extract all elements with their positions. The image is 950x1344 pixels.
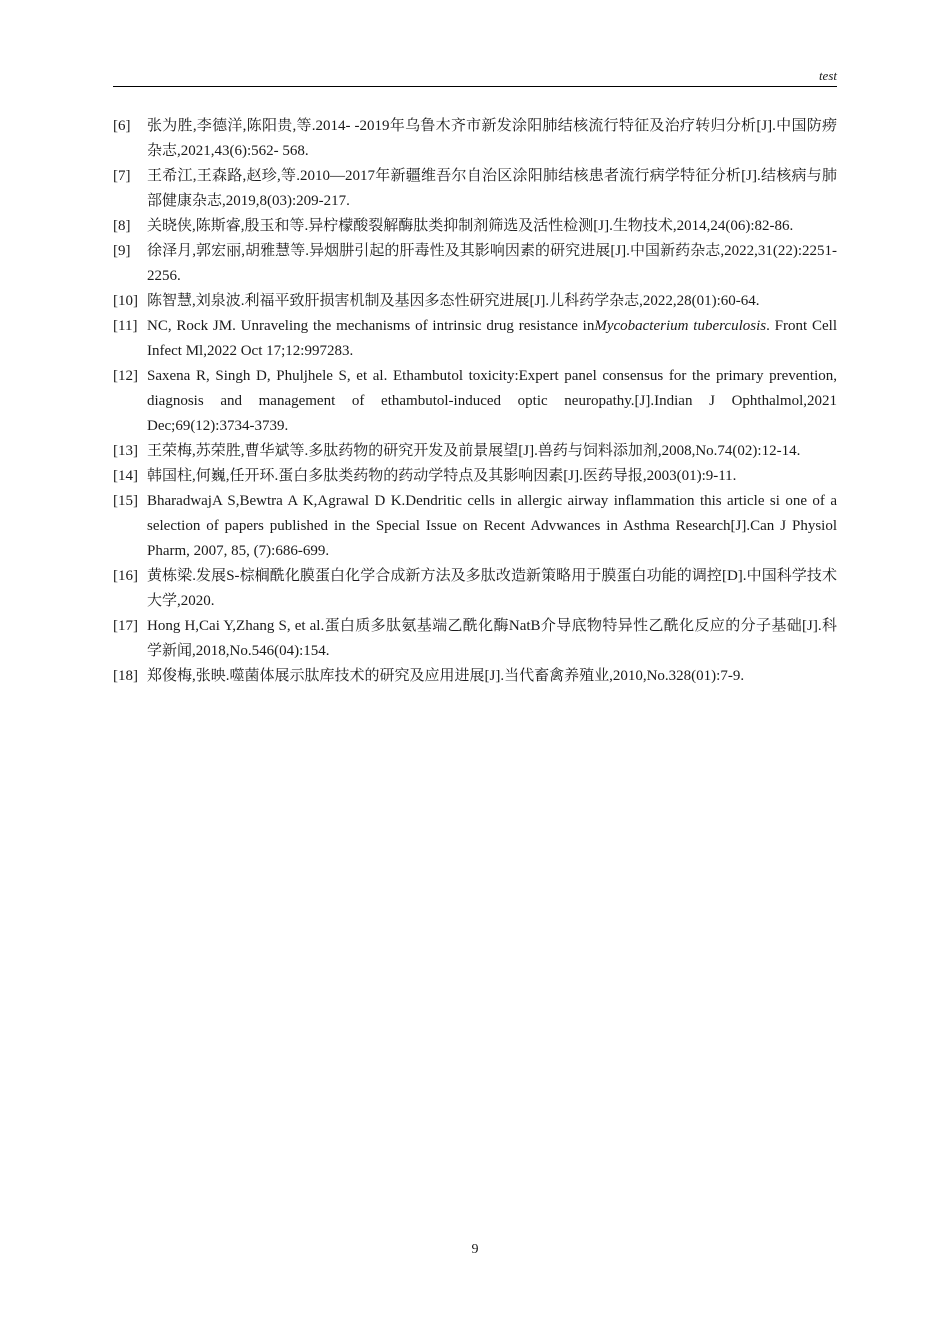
reference-text: 关晓侠,陈斯睿,殷玉和等.异柠檬酸裂解酶肽类抑制剂筛选及活性检测[J].生物技术,2014,24(06):82-86. — [147, 218, 794, 234]
reference-item — [113, 164, 837, 214]
reference-text-start: NC, Rock JM. Unraveling the mechanisms of intrinsic drug resistance in — [147, 318, 595, 334]
reference-number: [15] — [113, 493, 138, 509]
reference-text — [147, 318, 837, 359]
reference-text: BharadwajA S,Bewtra A K,Agrawal D K.Dendritic cells in allergic airway inflammation this article si one of a selection of papers published in the Special Issue on Recent Advwances in Asthma Research[J].Can J Physiol Pharm, 2007, 85, (7):686-699. — [147, 493, 837, 559]
reference-item — [113, 314, 837, 364]
reference-text: 徐泽月,郭宏丽,胡雅慧等.异烟肼引起的肝毒性及其影响因素的研究进展[J].中国新药杂志,2022,31(22):2251-2256. — [147, 243, 837, 284]
reference-item — [113, 214, 837, 239]
reference-number: [11] — [113, 318, 138, 334]
reference-text: 陈智慧,刘泉波.利福平致肝损害机制及基因多态性研究进展[J].儿科药学杂志,2022,28(01):60-64. — [147, 293, 760, 309]
reference-number: [18] — [113, 668, 138, 684]
reference-number: [16] — [113, 568, 138, 584]
reference-text: 黄栋梁.发展S-棕榈酰化膜蛋白化学合成新方法及多肽改造新策略用于膜蛋白功能的调控[D].中国科学技术大学,2020. — [147, 568, 837, 609]
reference-text: 韩国柱,何巍,任开环.蛋白多肽类药物的药动学特点及其影响因素[J].医药导报,2003(01):9-11. — [147, 468, 737, 484]
reference-item — [113, 464, 837, 489]
reference-number: [10] — [113, 293, 138, 309]
reference-number: [13] — [113, 443, 138, 459]
reference-number: [8] — [113, 218, 131, 234]
reference-item — [113, 239, 837, 289]
reference-number: [9] — [113, 243, 131, 259]
reference-number: [17] — [113, 618, 138, 634]
reference-number: [6] — [113, 118, 131, 134]
reference-item — [113, 614, 837, 664]
reference-number: [12] — [113, 368, 138, 384]
reference-text: 王希江,王森路,赵珍,等.2010—2017年新疆维吾尔自治区涂阳肺结核患者流行病学特征分析[J].结核病与肺部健康杂志,2019,8(03):209-217. — [147, 168, 837, 209]
page-number: 9 — [471, 1242, 479, 1257]
reference-item — [113, 489, 837, 564]
reference-item — [113, 564, 837, 614]
reference-item — [113, 364, 837, 439]
reference-text: 王荣梅,苏荣胜,曹华斌等.多肽药物的研究开发及前景展望[J].兽药与饲料添加剂,2008,No.74(02):12-14. — [147, 443, 801, 459]
reference-item — [113, 664, 837, 689]
reference-number: [14] — [113, 468, 138, 484]
reference-item — [113, 114, 837, 164]
reference-text: 郑俊梅,张映.噬菌体展示肽库技术的研究及应用进展[J].当代畜禽养殖业,2010,No.328(01):7-9. — [147, 668, 745, 684]
header-divider — [113, 86, 837, 87]
species-name-italic: Mycobacterium tuberculosis — [594, 318, 767, 334]
reference-text-end: . Front Cell Infect Ml,2022 Oct 17;12:997283. — [147, 318, 837, 359]
reference-number: [7] — [113, 168, 131, 184]
running-header: test — [818, 68, 837, 83]
reference-text: Saxena R, Singh D, Phuljhele S, et al. Ethambutol toxicity:Expert panel consensus for the primary prevention, diagnosis and management of ethambutol-induced optic neuropathy.[J].Indian J Ophthalmol,2021 Dec;69(12):3734-3739. — [147, 368, 837, 434]
reference-list — [113, 114, 837, 689]
reference-text: Hong H,Cai Y,Zhang S, et al.蛋白质多肽氨基端乙酰化酶NatB介导底物特异性乙酰化反应的分子基础[J].科学新闻,2018,No.546(04):154. — [147, 618, 837, 659]
reference-item — [113, 439, 837, 464]
reference-item — [113, 289, 837, 314]
reference-text: 张为胜,李德洋,陈阳贵,等.2014- -2019年乌鲁木齐市新发涂阳肺结核流行特征及治疗转归分析[J].中国防痨杂志,2021,43(6):562- 568. — [147, 118, 837, 159]
